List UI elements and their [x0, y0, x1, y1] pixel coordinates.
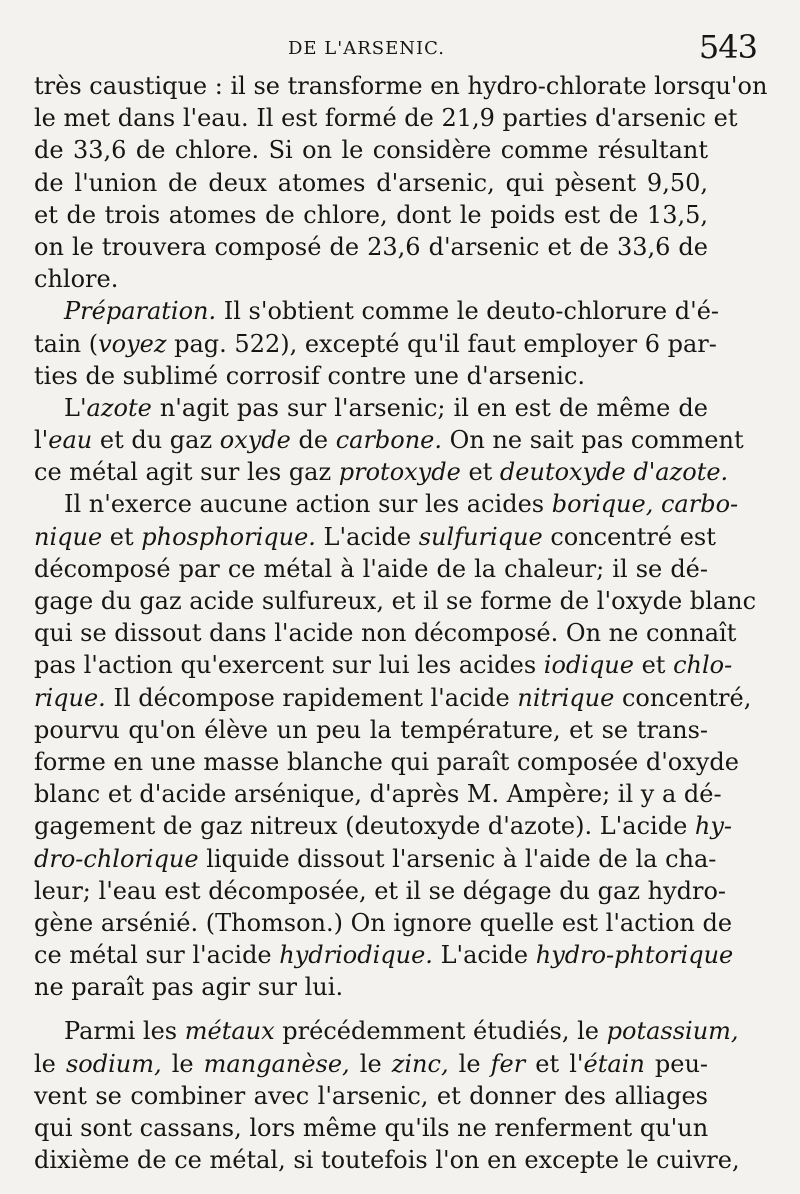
text-run: ne paraît pas agir sur lui. — [34, 973, 344, 1002]
paragraph-gap — [34, 1003, 708, 1015]
text-line — [34, 1144, 740, 1176]
text-run: l' — [34, 426, 49, 455]
text-line — [34, 1080, 708, 1112]
text-line — [34, 649, 733, 681]
text-line — [34, 231, 708, 263]
text-line — [34, 456, 729, 488]
italic-text: deutoxyde d'azote. — [499, 458, 729, 487]
italic-text: hydro-phtorique — [535, 941, 734, 970]
text-run: liquide dissout l'arsenic à l'aide de la cha- — [198, 844, 717, 873]
text-run: concentré, — [614, 683, 752, 712]
page-header — [30, 28, 757, 68]
text-line — [34, 102, 738, 134]
text-run: et l' — [525, 1049, 584, 1078]
text-run: leur; l'eau est décomposée, et il se dégage du gaz hydro- — [34, 876, 727, 905]
text-line — [34, 199, 708, 231]
text-run: vent se combiner avec l'arsenic, et donner des alliages — [34, 1081, 708, 1110]
text-line — [34, 424, 744, 456]
paragraph — [34, 70, 768, 295]
text-run: L'acide — [432, 941, 536, 970]
text-run: L'acide — [315, 522, 419, 551]
text-line — [34, 875, 727, 907]
text-run: pas l'action qu'exercent sur lui les acides — [34, 651, 544, 680]
text-run: qui se dissout dans l'acide non décomposé. On ne connaît — [34, 619, 737, 648]
text-run: Il s'obtient comme le deuto-chlorure d'é- — [216, 297, 720, 326]
italic-text: nitrique — [517, 683, 615, 712]
text-run: décomposé par ce métal à l'aide de la chaleur; il se dé- — [34, 554, 708, 583]
italic-text: Préparation. — [64, 297, 217, 326]
text-run: et — [633, 651, 674, 680]
text-line — [34, 392, 708, 424]
italic-text: voyez — [98, 329, 167, 358]
text-line — [34, 714, 708, 746]
text-run: ce métal agit sur les gaz — [34, 458, 339, 487]
text-run: qui sont cassans, lors même qu'ils ne renferment qu'un — [34, 1114, 709, 1142]
paragraph — [34, 488, 757, 1003]
text-run: on le trouvera composé de 23,6 d'arsenic et de 33,6 de — [34, 232, 708, 261]
text-line — [34, 617, 737, 649]
page-number: 543 — [698, 28, 757, 66]
text-line — [34, 328, 717, 360]
text-run: le — [161, 1049, 204, 1078]
italic-text: dro-chlorique — [34, 844, 199, 873]
italic-text: zinc, — [391, 1049, 449, 1078]
text-line — [34, 746, 739, 778]
text-run: gagement de gaz nitreux (deutoxyde d'azote). L'acide — [34, 812, 695, 841]
text-line — [34, 1112, 708, 1144]
italic-text: carbone. — [335, 426, 443, 455]
body-text — [34, 70, 768, 1176]
text-line — [34, 488, 739, 520]
text-run: le — [34, 1049, 66, 1078]
text-run: forme en une masse blanche qui paraît composée d'oxyde — [34, 747, 739, 776]
text-line — [34, 1015, 739, 1047]
text-line — [34, 295, 720, 327]
text-line — [34, 360, 708, 392]
text-line — [34, 939, 734, 971]
text-run: Il n'exerce aucune action sur les acides — [64, 490, 552, 519]
italic-text: protoxyde — [338, 458, 461, 487]
text-run: n'agit pas sur l'arsenic; il en est de même de — [151, 393, 708, 422]
italic-text: hy- — [694, 812, 733, 841]
text-line — [34, 907, 733, 939]
text-run: gage du gaz acide sulfureux, et il se forme de l'oxyde blanc — [34, 587, 757, 615]
text-run: de l'union de deux atomes d'arsenic, qui pèsent 9,50, — [34, 168, 708, 197]
paragraph — [34, 295, 720, 392]
text-run: et — [460, 458, 500, 487]
text-run: dixième de ce métal, si toutefois l'on en excepte le cuivre, — [34, 1146, 740, 1175]
text-run: le — [349, 1049, 392, 1078]
text-line — [34, 553, 708, 585]
italic-text: hydriodique. — [279, 941, 433, 970]
text-run: ties de sublimé corrosif contre une d'arsenic. — [34, 361, 586, 390]
text-run: L' — [64, 393, 87, 422]
text-line — [34, 971, 708, 1003]
text-run: et du gaz — [92, 426, 220, 455]
italic-text: sodium, — [65, 1049, 162, 1078]
italic-text: borique, carbo- — [551, 490, 739, 519]
italic-text: eau — [48, 426, 93, 455]
text-run: pag. 522), excepté qu'il faut employer 6 par- — [166, 329, 717, 358]
text-run: On ne sait pas comment — [442, 426, 744, 455]
italic-text: manganèse, — [203, 1049, 350, 1078]
text-run: le met dans l'eau. Il est formé de 21,9 parties d'arsenic et — [34, 104, 738, 133]
text-line — [34, 682, 752, 714]
text-run: peu- — [644, 1049, 709, 1078]
italic-text: azote — [86, 393, 152, 422]
italic-text: iodique — [543, 651, 634, 680]
text-run: ce métal sur l'acide — [34, 941, 280, 970]
italic-text: fer — [490, 1049, 526, 1078]
text-run: gène arsénié. (Thomson.) On ignore quelle est l'action de — [34, 908, 733, 937]
italic-text: étain — [583, 1049, 645, 1078]
running-head: DE L'ARSENIC. — [288, 38, 445, 59]
italic-text: métaux — [184, 1017, 275, 1046]
text-line — [34, 1048, 708, 1080]
italic-text: chlo- — [673, 651, 733, 680]
italic-text: sulfurique — [418, 522, 543, 551]
italic-text: nique — [34, 522, 103, 551]
text-line — [34, 134, 708, 166]
text-run: blanc et d'acide arsénique, d'après M. Ampère; il y a dé- — [34, 780, 722, 809]
text-run: et de trois atomes de chlore, dont le poids est de 13,5, — [34, 200, 708, 229]
text-run: précédemment étudiés, le — [274, 1017, 607, 1046]
text-run: chlore. — [34, 265, 119, 294]
text-line — [34, 263, 708, 295]
paragraph — [34, 392, 744, 489]
text-line — [34, 167, 708, 199]
text-run: et — [102, 522, 142, 551]
text-run: tain ( — [34, 329, 99, 358]
text-run: Il décompose rapidement l'acide — [105, 683, 518, 712]
text-run: concentré est — [542, 522, 716, 551]
text-run: de 33,6 de chlore. Si on le considère comme résultant — [34, 136, 708, 165]
text-run: le — [448, 1049, 491, 1078]
text-run: de — [290, 426, 336, 455]
text-line — [34, 521, 716, 553]
italic-text: oxyde — [219, 426, 291, 455]
text-line — [34, 70, 768, 102]
italic-text: potassium, — [606, 1017, 739, 1046]
text-line — [34, 778, 722, 810]
text-run: pourvu qu'on élève un peu la température, et se trans- — [34, 715, 708, 744]
text-run: Parmi les — [64, 1017, 185, 1046]
italic-text: phosphorique. — [141, 522, 316, 551]
text-line — [34, 843, 717, 875]
paragraph — [34, 1015, 740, 1176]
text-line — [34, 810, 733, 842]
italic-text: rique. — [34, 683, 106, 712]
text-run: très caustique : il se transforme en hydro-chlorate lorsqu'on — [34, 72, 768, 100]
text-line — [34, 585, 757, 617]
